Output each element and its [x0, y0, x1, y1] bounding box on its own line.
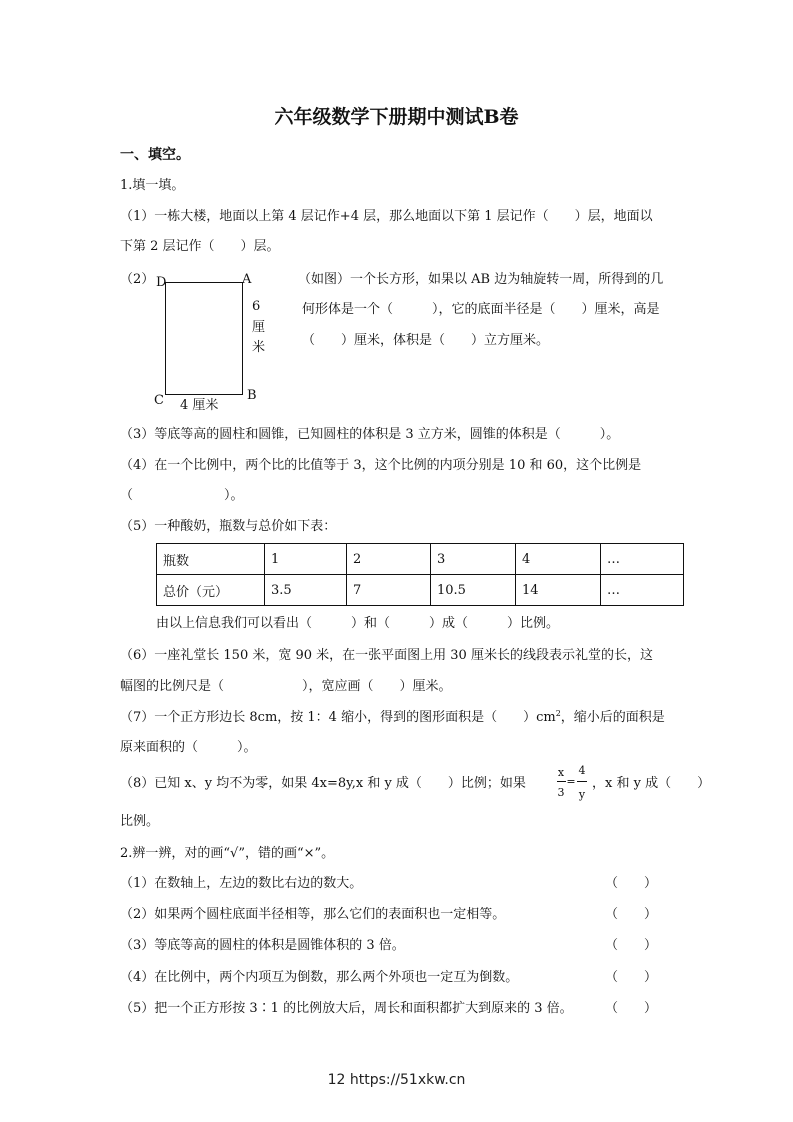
q1-item2-line3: （ ）厘米，体积是（ ）立方厘米。: [302, 333, 550, 348]
table-cell: 1: [265, 544, 347, 575]
figure-side-unit-mi: 米: [252, 340, 266, 355]
yogurt-price-table: [156, 543, 684, 606]
q1-item2-line1: （如图）一个长方形，如果以 AB 边为轴旋转一周，所得到的几: [298, 272, 664, 287]
q2-item-2: （2）如果两个圆柱底面半径相等，那么它们的表面积也一定相等。: [120, 907, 506, 922]
q1-item2-line2: 何形体是一个（ ），它的底面半径是（ ）厘米，高是: [302, 302, 660, 317]
question-1-heading: 1.填一填。: [120, 178, 185, 193]
figure-side-unit-li: 厘: [252, 320, 266, 335]
q2-item-3: （3）等底等高的圆柱的体积是圆锥体积的 3 倍。: [120, 938, 405, 953]
table-cell: 3.5: [265, 575, 347, 606]
page-title: 六年级数学下册期中测试B卷: [274, 106, 519, 128]
table-cell: 4: [516, 544, 601, 575]
table-row: [157, 575, 684, 606]
q1-item7-superscript: 2: [555, 709, 561, 718]
table-cell: …: [601, 544, 684, 575]
table-cell: 14: [516, 575, 601, 606]
figure-label-c: C: [154, 393, 164, 408]
q1-item4-line1: （4）在一个比例中，两个比的比值等于 3，这个比例的内项分别是 10 和 60，这个比例是: [120, 458, 642, 473]
figure-label-a: A: [242, 272, 252, 287]
page-footer: 12 https://51xkw.cn: [327, 1072, 466, 1088]
fraction-1-denominator: 3: [557, 786, 565, 799]
table-cell: …: [601, 575, 684, 606]
table-cell: 总价（元）: [157, 575, 265, 606]
table-cell: 10.5: [431, 575, 516, 606]
q1-item7-text-a: （7）一个正方形边长 8cm，按 1：4 缩小，得到的图形面积是（ ）cm: [120, 710, 556, 725]
table-cell: 2: [347, 544, 431, 575]
q1-item5-line2: 由以上信息我们可以看出（ ）和（ ）成（ ）比例。: [156, 616, 560, 631]
table-cell: 瓶数: [157, 544, 265, 575]
q1-item1-line2: 下第 2 层记作（ ）层。: [120, 239, 280, 254]
fraction-2-bar: [577, 781, 587, 782]
table-row: [157, 544, 684, 575]
table-cell: 3: [431, 544, 516, 575]
rectangle-figure: [165, 282, 243, 395]
q2-item-5: （5）把一个正方形按 3∶1 的比例放大后，周长和面积都扩大到原来的 3 倍。: [120, 1001, 573, 1016]
q1-item6-line1: （6）一座礼堂长 150 米，宽 90 米，在一张平面图上用 30 厘米长的线段表示礼堂的长，这: [120, 648, 653, 663]
q1-item8-text-b: ，x 和 y 成（ ）: [592, 776, 711, 791]
fraction-2-denominator: y: [578, 788, 586, 801]
section-heading-fill-blank: 一、填空。: [120, 147, 190, 163]
fraction-1-bar: [557, 781, 566, 782]
q2-answer-bracket-4: （ ）: [605, 970, 658, 985]
q2-answer-bracket-1: （ ）: [605, 876, 658, 891]
q2-answer-bracket-3: （ ）: [605, 938, 658, 953]
q1-item3: （3）等底等高的圆柱和圆锥，已知圆柱的体积是 3 立方米，圆锥的体积是（ ）。: [120, 427, 620, 442]
q2-answer-bracket-2: （ ）: [605, 907, 658, 922]
fraction-equals-sign: =: [566, 775, 576, 788]
q1-item7-text-b: ，缩小后的面积是: [560, 710, 665, 725]
q2-item-4: （4）在比例中，两个内项互为倒数，那么两个外项也一定互为倒数。: [120, 970, 519, 985]
q2-answer-bracket-5: （ ）: [605, 1001, 658, 1016]
q1-item8-line2: 比例。: [120, 814, 160, 829]
figure-label-b: B: [247, 388, 257, 403]
q1-item1-line1: （1）一栋大楼，地面以上第 4 层记作+4 层，那么地面以下第 1 层记作（ ）层，地面以: [120, 209, 653, 224]
figure-bottom-length: 4 厘米: [180, 398, 219, 413]
q2-item-1: （1）在数轴上，左边的数比右边的数大。: [120, 876, 363, 891]
q1-item6-line2: 幅图的比例尺是（ ），宽应画（ ）厘米。: [120, 679, 452, 694]
q1-item5-line1: （5）一种酸奶，瓶数与总价如下表：: [120, 519, 337, 534]
q1-item7-line1: [120, 710, 665, 727]
fraction-1-numerator: x: [557, 766, 565, 779]
q1-item2-prefix: （2）: [120, 272, 155, 287]
figure-label-d: D: [156, 275, 167, 290]
figure-side-length-6: 6: [252, 299, 261, 314]
q1-item4-line2: （ ）。: [120, 488, 244, 503]
q1-item8-text-a: （8）已知 x、y 均不为零，如果 4x=8y,x 和 y 成（ ）比例；如果: [120, 776, 526, 791]
q1-item7-line2: 原来面积的（ ）。: [120, 740, 257, 755]
fraction-2-numerator: 4: [578, 764, 586, 777]
question-2-heading: 2.辨一辨，对的画“√”，错的画“×”。: [120, 846, 335, 861]
table-cell: 7: [347, 575, 431, 606]
